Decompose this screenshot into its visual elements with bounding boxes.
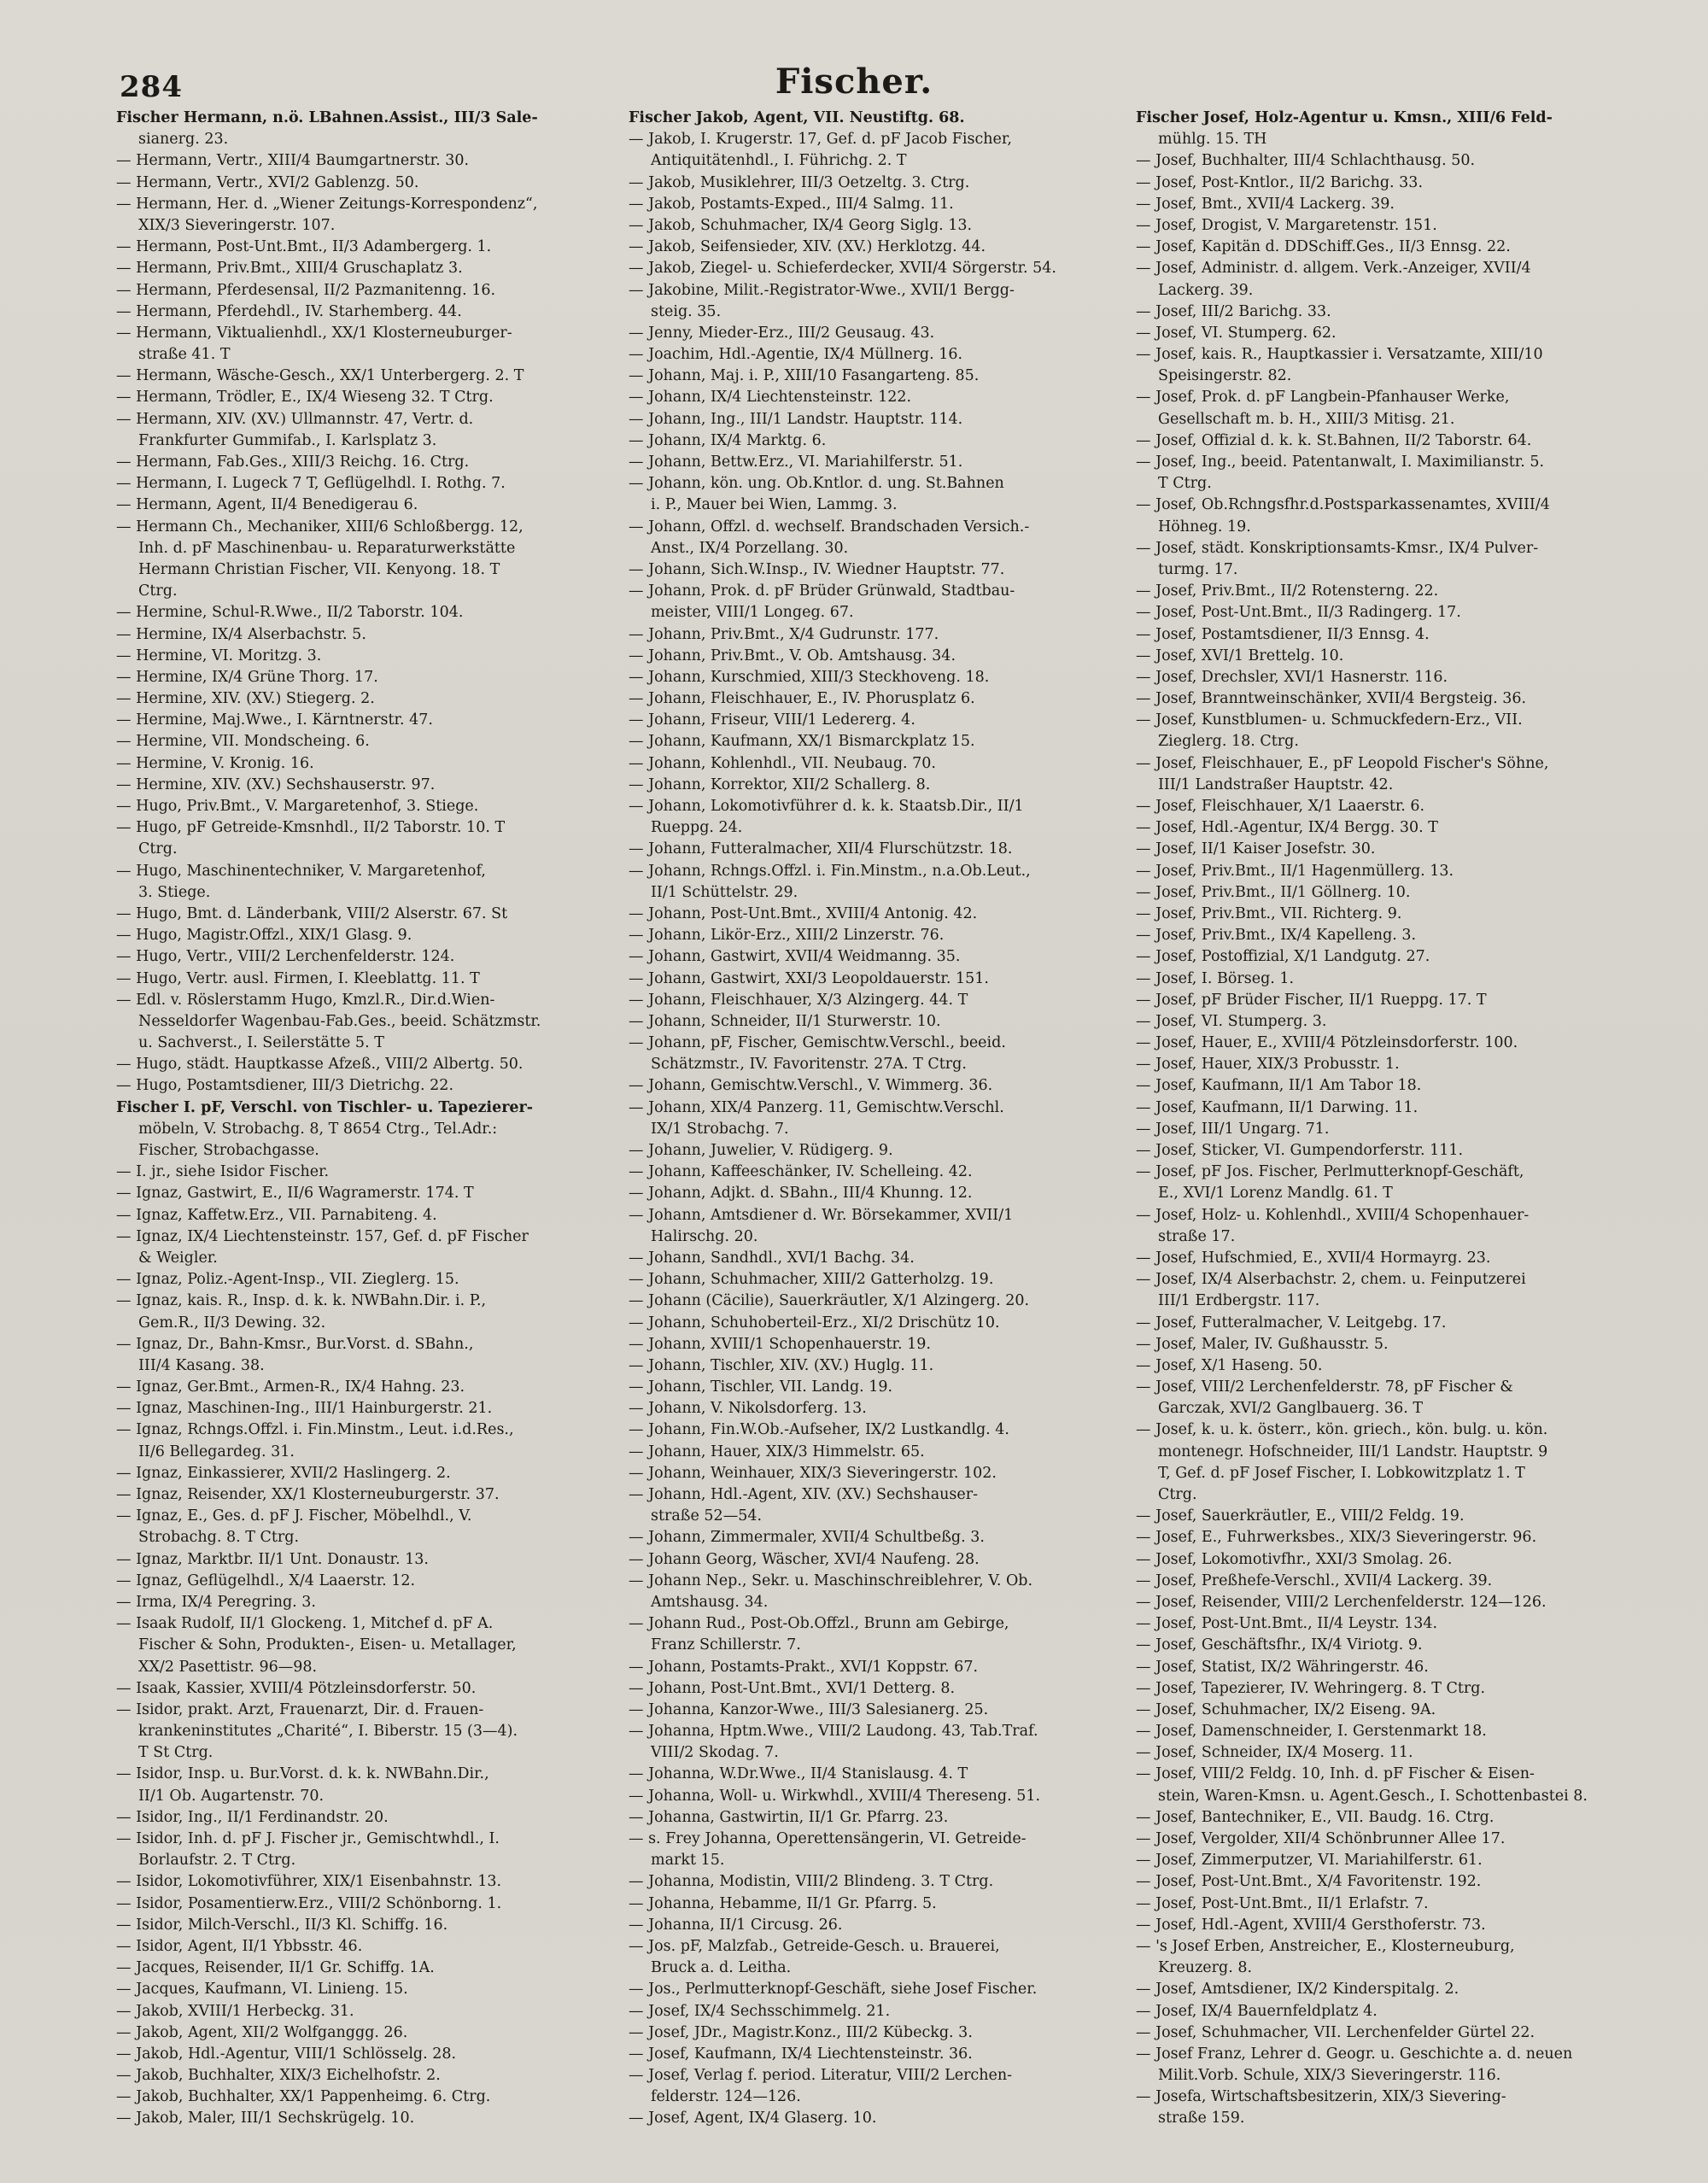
entry-line: Gem.R., II/3 Dewing. 32. bbox=[138, 1314, 326, 1331]
entry-line: i. P., Mauer bei Wien, Lammg. 3. bbox=[651, 496, 898, 514]
entry-line: — Josef, Hdl.-Agent, XVIII/4 Gersthoferstr. 73. bbox=[1136, 1916, 1486, 1934]
entry-line: — Josef, Verlag f. period. Literatur, VIII/2 Lerchen- bbox=[629, 2067, 1013, 2085]
entry-line: Rueppg. 24. bbox=[651, 819, 743, 837]
entry-line: — Joachim, Hdl.-Agentie, IX/4 Müllnerg. 16. bbox=[629, 346, 963, 364]
entry-line: — Hermine, IX/4 Alserbachstr. 5. bbox=[116, 625, 366, 643]
entry-line: — Josef, Statist, IX/2 Währingerstr. 46. bbox=[1136, 1658, 1429, 1676]
entry-line: — Johann, Lokomotivführer d. k. k. Staatsb.Dir., II/1 bbox=[629, 798, 1024, 815]
entry-line: — Johanna, II/1 Circusg. 26. bbox=[629, 1916, 843, 1934]
entry-line: — Johann, Tischler, XIV. (XV.) Huglg. 11. bbox=[629, 1356, 934, 1374]
entry-line: — Ignaz, IX/4 Liechtensteinstr. 157, Gef. d. pF Fischer bbox=[116, 1227, 529, 1245]
entry-line: — Hermine, Schul-R.Wwe., II/2 Taborstr. 104. bbox=[116, 604, 464, 622]
entry-line: — Johann Nep., Sekr. u. Maschinschreiblehrer, V. Ob. bbox=[629, 1571, 1033, 1589]
entry-line: — Jakobine, Milit.-Registrator-Wwe., XVII/1 Bergg- bbox=[629, 281, 1015, 299]
entry-line: Speisingerstr. 82. bbox=[1158, 367, 1292, 385]
entry-line: — Josef, Kapitän d. DDSchiff.Ges., II/3 Ennsg. 22. bbox=[1136, 238, 1511, 256]
entry-line: — Ignaz, Geflügelhdl., X/4 Laaerstr. 12. bbox=[116, 1571, 416, 1589]
entry-line: — Jakob, Maler, III/1 Sechskrügelg. 10. bbox=[116, 2110, 415, 2127]
entry-line: — Hermann, Vertr., XVI/2 Gablenzg. 50. bbox=[116, 173, 419, 191]
entry-line: meister, VIII/1 Longeg. 67. bbox=[651, 604, 854, 622]
entry-line: — Isidor, Milch-Verschl., II/3 Kl. Schiffg. 16. bbox=[116, 1916, 448, 1934]
entry-line: — Johann, Kohlenhdl., VII. Neubaug. 70. bbox=[629, 754, 936, 772]
entry-line: Borlaufstr. 2. T Ctrg. bbox=[138, 1852, 296, 1870]
entry-line: — Josef, III/1 Ungarg. 71. bbox=[1136, 1120, 1330, 1138]
entry-line: — Jakob, Ziegel- u. Schieferdecker, XVII/4 Sörgerstr. 54. bbox=[629, 260, 1056, 278]
entry-line: Hermann Christian Fischer, VII. Kenyong. 18. T bbox=[138, 560, 500, 578]
entry-line: — Hermann, Wäsche-Gesch., XX/1 Unterbergerg. 2. T bbox=[116, 367, 524, 385]
entry-line: — Isaak Rudolf, II/1 Glockeng. 1, Mitchef d. pF A. bbox=[116, 1615, 494, 1633]
entry-line: — Johann, Gemischtw.Verschl., V. Wimmerg. 36. bbox=[629, 1077, 993, 1095]
entry-line: — Johann, Postamts-Prakt., XVI/1 Koppstr. 67. bbox=[629, 1658, 979, 1676]
entry-line: Inh. d. pF Maschinenbau- u. Reparaturwerkstätte bbox=[138, 539, 516, 557]
entry-line: — Josef, k. u. k. österr., kön. griech., kön. bulg. u. kön. bbox=[1136, 1421, 1548, 1439]
entry-line: — Johann, Korrektor, XII/2 Schallerg. 8. bbox=[629, 775, 931, 793]
entry-line: Frankfurter Gummifab., I. Karlsplatz 3. bbox=[138, 431, 437, 449]
entry-line: — I. jr., siehe Isidor Fischer. bbox=[116, 1163, 330, 1181]
entry-line: — Josef, Holz- u. Kohlenhdl., XVIII/4 Schopenhauer- bbox=[1136, 1206, 1530, 1224]
entry-line: — Josef, Post-Unt.Bmt., II/4 Leystr. 134. bbox=[1136, 1615, 1438, 1633]
entry-line: — Johann, Kaffeeschänker, IV. Schelleing. 42. bbox=[629, 1163, 973, 1181]
entry-line: — Ignaz, Einkassierer, XVII/2 Haslingerg. 2. bbox=[116, 1464, 451, 1482]
entry-line: — Josef, pF Jos. Fischer, Perlmutterknopf-Geschäft, bbox=[1136, 1163, 1524, 1181]
entry-line: — Josef, Priv.Bmt., II/1 Hagenmüllerg. 13. bbox=[1136, 862, 1454, 880]
entry-line: — Jakob, Buchhalter, XX/1 Pappenheimg. 6. Ctrg. bbox=[116, 2088, 491, 2106]
entry-line: — Josef, Priv.Bmt., IX/4 Kapelleng. 3. bbox=[1136, 927, 1417, 945]
entry-line: straße 159. bbox=[1158, 2110, 1245, 2127]
entry-line: Fischer Josef, Holz-Agentur u. Kmsn., XIII/6 Feld- bbox=[1136, 109, 1553, 126]
entry-line: Gesellschaft m. b. H., XIII/3 Mitisg. 21. bbox=[1158, 410, 1455, 428]
entry-line: — Ignaz, Rchngs.Offzl. i. Fin.Minstm., Leut. i.d.Res., bbox=[116, 1421, 514, 1439]
entry-line: — Johann, Futteralmacher, XII/4 Flurschützstr. 18. bbox=[629, 840, 1013, 858]
entry-line: — Hermann, Trödler, E., IX/4 Wieseng 32. T Ctrg. bbox=[116, 389, 494, 407]
entry-line: — Josef, Futteralmacher, V. Leitgebg. 17. bbox=[1136, 1314, 1447, 1331]
entry-line: — Hugo, städt. Hauptkasse Afzeß., VIII/2 Albertg. 50. bbox=[116, 1056, 524, 1074]
entry-line: — Josef, VIII/2 Lerchenfelderstr. 78, pF Fischer & bbox=[1136, 1378, 1513, 1396]
entry-line: — Josef, Sauerkräutler, E., VIII/2 Feldg. 19. bbox=[1136, 1507, 1465, 1525]
entry-line: — Josef, III/2 Barichg. 33. bbox=[1136, 302, 1331, 320]
entry-line: — Ignaz, Dr., Bahn-Kmsr., Bur.Vorst. d. SBahn., bbox=[116, 1335, 474, 1353]
entry-line: — Josef, Hauer, XIX/3 Probusstr. 1. bbox=[1136, 1056, 1400, 1074]
entry-line: — Johanna, Modistin, VIII/2 Blindeng. 3. T Ctrg. bbox=[629, 1873, 994, 1891]
entry-line: — Jakob, Agent, XII/2 Wolfganggg. 26. bbox=[116, 2023, 408, 2041]
entry-line: — Jos., Perlmutterknopf-Geschäft, siehe Josef Fischer. bbox=[629, 1981, 1038, 1999]
entry-line: — Josef, pF Brüder Fischer, II/1 Rueppg. 17. T bbox=[1136, 991, 1487, 1009]
entry-line: — Johanna, Woll- u. Wirkwhdl., XVIII/4 Thereseng. 51. bbox=[629, 1787, 1041, 1805]
entry-line: Lackerg. 39. bbox=[1158, 281, 1254, 299]
entry-line: — Hermann, Post-Unt.Bmt., II/3 Adambergerg. 1. bbox=[116, 238, 492, 256]
entry-line: — Jakob, Buchhalter, XIX/3 Eichelhofstr. 2. bbox=[116, 2067, 441, 2085]
entry-line: — Josef, II/1 Kaiser Josefstr. 30. bbox=[1136, 840, 1376, 858]
entry-line: — Josef, Reisender, VIII/2 Lerchenfelderstr. 124—126. bbox=[1136, 1593, 1547, 1611]
entry-line: — Josef, Administr. d. allgem. Verk.-Anzeiger, XVII/4 bbox=[1136, 260, 1531, 278]
entry-line: — Johann, Zimmermaler, XVII/4 Schultbeßg. 3. bbox=[629, 1529, 985, 1547]
entry-line: 3. Stiege. bbox=[138, 883, 211, 901]
entry-line: — Jakob, Musiklehrer, III/3 Oetzeltg. 3. Ctrg. bbox=[629, 173, 970, 191]
entry-line: Strobachg. 8. T Ctrg. bbox=[138, 1529, 300, 1547]
entry-line: — Isidor, Ing., II/1 Ferdinandstr. 20. bbox=[116, 1808, 389, 1826]
column-left bbox=[116, 108, 615, 2140]
entry-line: — Johann, Ing., III/1 Landstr. Hauptstr. 114. bbox=[629, 410, 963, 428]
entry-line: — Johanna, Hebamme, II/1 Gr. Pfarrg. 5. bbox=[629, 1894, 937, 1912]
entry-line: — Jakob, I. Krugerstr. 17, Gef. d. pF Jacob Fischer, bbox=[629, 131, 1012, 149]
entry-line: — Hermann Ch., Mechaniker, XIII/6 Schloßbergg. 12, bbox=[116, 518, 524, 536]
entry-line: XX/2 Pasettistr. 96—98. bbox=[138, 1658, 318, 1676]
page-title: Fischer. bbox=[775, 61, 933, 102]
entry-line: — Josef, Offizial d. k. k. St.Bahnen, II/2 Taborstr. 64. bbox=[1136, 431, 1532, 449]
entry-line: — Ignaz, Marktbr. II/1 Unt. Donaustr. 13. bbox=[116, 1550, 429, 1568]
entry-line: — Josef, Postoffizial, X/1 Landgutg. 27. bbox=[1136, 948, 1430, 966]
entry-line: — Josef, Agent, IX/4 Glaserg. 10. bbox=[629, 2110, 877, 2127]
entry-line: — Josef, Prok. d. pF Langbein-Pfanhauser Werke, bbox=[1136, 389, 1510, 407]
entry-line: Antiquitätenhdl., I. Führichg. 2. T bbox=[651, 152, 907, 170]
entry-line: — Josef, Post-Unt.Bmt., X/4 Favoritenstr. 192. bbox=[1136, 1873, 1482, 1891]
entry-line: — Josef, Schuhmacher, IX/2 Eiseng. 9A. bbox=[1136, 1700, 1436, 1718]
entry-line: Bruck a. d. Leitha. bbox=[651, 1959, 792, 1977]
entry-line: — Hermine, XIV. (XV.) Stiegerg. 2. bbox=[116, 690, 375, 708]
entry-line: — s. Frey Johanna, Operettensängerin, VI. Getreide- bbox=[629, 1830, 1027, 1847]
entry-line: — Jos. pF, Malzfab., Getreide-Gesch. u. Brauerei, bbox=[629, 1937, 1000, 1955]
entry-line: — Johann Rud., Post-Ob.Offzl., Brunn am Gebirge, bbox=[629, 1615, 1009, 1633]
entry-line: — Ignaz, Poliz.-Agent-Insp., VII. Zieglerg. 15. bbox=[116, 1271, 459, 1289]
entry-line: III/1 Erdbergstr. 117. bbox=[1158, 1292, 1320, 1310]
entry-line: — Josef, IX/4 Bauernfeldplatz 4. bbox=[1136, 2002, 1378, 2020]
entry-line: — Josef, Kaufmann, II/1 Am Tabor 18. bbox=[1136, 1077, 1422, 1095]
entry-line: — Jacques, Kaufmann, VI. Linieng. 15. bbox=[116, 1981, 408, 1999]
entry-line: — Hermine, VI. Moritzg. 3. bbox=[116, 647, 322, 664]
entry-line: — Josef, IX/4 Sechsschimmelg. 21. bbox=[629, 2002, 891, 2020]
entry-line: — Johann, IX/4 Marktg. 6. bbox=[629, 431, 827, 449]
entry-line: — Johann, Hdl.-Agent, XIV. (XV.) Sechshauser- bbox=[629, 1486, 979, 1503]
entry-line: — Hermine, XIV. (XV.) Sechshauserstr. 97. bbox=[116, 775, 436, 793]
entry-line: — Ignaz, Maschinen-Ing., III/1 Hainburgerstr. 21. bbox=[116, 1400, 493, 1418]
entry-line: — Josef, E., Fuhrwerksbes., XIX/3 Sieveringerstr. 96. bbox=[1136, 1529, 1537, 1547]
column-right bbox=[1136, 108, 1631, 2140]
entry-line: — Hermann, Priv.Bmt., XIII/4 Gruschaplatz 3. bbox=[116, 260, 463, 278]
entry-line: Schätzmstr., IV. Favoritenstr. 27A. T Ctrg. bbox=[651, 1056, 967, 1074]
entry-line: — Josef, X/1 Haseng. 50. bbox=[1136, 1356, 1323, 1374]
entry-line: — Johann, Rchngs.Offzl. i. Fin.Minstm., n.a.Ob.Leut., bbox=[629, 862, 1031, 880]
entry-line: — Johann, pF, Fischer, Gemischtw.Verschl., beeid. bbox=[629, 1034, 1006, 1052]
entry-line: Fischer Hermann, n.ö. LBahnen.Assist., III/3 Sale- bbox=[116, 109, 538, 126]
entry-line: — Hermine, IX/4 Grüne Thorg. 17. bbox=[116, 668, 378, 686]
entry-line: — Johann, XIX/4 Panzerg. 11, Gemischtw.Verschl. bbox=[629, 1098, 1004, 1116]
entry-line: — Ignaz, Kaffetw.Erz., VII. Parnabiteng. 4. bbox=[116, 1206, 437, 1224]
entry-line: — Johanna, W.Dr.Wwe., II/4 Stanislausg. 4. T bbox=[629, 1765, 968, 1783]
entry-line: — Josef, Sticker, VI. Gumpendorferstr. 111. bbox=[1136, 1142, 1464, 1159]
entry-line: — Josef, Preßhefe-Verschl., XVII/4 Lackerg. 39. bbox=[1136, 1571, 1493, 1589]
entry-line: — Josef, I. Börseg. 1. bbox=[1136, 969, 1295, 987]
entry-line: — Hermann, Fab.Ges., XIII/3 Reichg. 16. Ctrg. bbox=[116, 454, 470, 471]
entry-line: — Johann, Kaufmann, XX/1 Bismarckplatz 15. bbox=[629, 733, 975, 751]
entry-line: — Josef, Fleischhauer, X/1 Laaerstr. 6. bbox=[1136, 798, 1425, 815]
entry-line: — Isidor, Posamentierw.Erz., VIII/2 Schönborng. 1. bbox=[116, 1894, 502, 1912]
entry-line: — Josef, Vergolder, XII/4 Schönbrunner Allee 17. bbox=[1136, 1830, 1506, 1847]
entry-line: — Josef, Buchhalter, III/4 Schlachthausg. 50. bbox=[1136, 152, 1476, 170]
entry-line: — Josef, Bmt., XVII/4 Lackerg. 39. bbox=[1136, 195, 1395, 213]
entry-line: — Jakob, Postamts-Exped., III/4 Salmg. 11. bbox=[629, 195, 954, 213]
entry-line: — Johann, Bettw.Erz., VI. Mariahilferstr. 51. bbox=[629, 454, 963, 471]
entry-line: Halirschg. 20. bbox=[651, 1227, 758, 1245]
entry-line: turmg. 17. bbox=[1158, 560, 1238, 578]
entry-line: — Jakob, Hdl.-Agentur, VIII/1 Schlösselg. 28. bbox=[116, 2045, 457, 2063]
entry-line: II/1 Ob. Augartenstr. 70. bbox=[138, 1787, 325, 1805]
entry-line: — Hermann, Agent, II/4 Benedigerau 6. bbox=[116, 496, 418, 514]
entry-line: II/1 Schüttelstr. 29. bbox=[651, 883, 798, 901]
entry-line: — Hermann, Her. d. „Wiener Zeitungs-Korrespondenz“, bbox=[116, 195, 538, 213]
entry-line: — Ignaz, Gastwirt, E., II/6 Wagramerstr. 174. T bbox=[116, 1185, 474, 1203]
entry-line: III/1 Landstraßer Hauptstr. 42. bbox=[1158, 775, 1394, 793]
entry-line: — Josef, Fleischhauer, E., pF Leopold Fischer's Söhne, bbox=[1136, 754, 1549, 772]
entry-line: — Johann, Priv.Bmt., X/4 Gudrunstr. 177. bbox=[629, 625, 939, 643]
entry-line: straße 52—54. bbox=[651, 1507, 763, 1525]
entry-line: Amtshausg. 34. bbox=[651, 1593, 769, 1611]
entry-line: — Johann Georg, Wäscher, XVI/4 Naufeng. 28. bbox=[629, 1550, 980, 1568]
entry-line: Ctrg. bbox=[138, 582, 178, 600]
entry-line: — Johann (Cäcilie), Sauerkräutler, X/1 Alzingerg. 20. bbox=[629, 1292, 1030, 1310]
entry-line: stein, Waren-Kmsn. u. Agent.Gesch., I. Schottenbastei 8. bbox=[1158, 1787, 1588, 1805]
entry-line: — Hugo, Magistr.Offzl., XIX/1 Glasg. 9. bbox=[116, 927, 412, 945]
entry-line: — Isidor, Agent, II/1 Ybbsstr. 46. bbox=[116, 1937, 363, 1955]
entry-line: montenegr. Hofschneider, III/1 Landstr. Hauptstr. 9 bbox=[1158, 1443, 1548, 1460]
entry-line: — Hugo, Vertr., VIII/2 Lerchenfelderstr. 124. bbox=[116, 948, 455, 966]
entry-line: — Josef, Geschäftsfhr., IX/4 Viriotg. 9. bbox=[1136, 1636, 1423, 1654]
entry-line: — Josef, Zimmerputzer, VI. Mariahilferstr. 61. bbox=[1136, 1852, 1483, 1870]
entry-line: — Josef, Postamtsdiener, II/3 Ennsg. 4. bbox=[1136, 625, 1430, 643]
entry-line: — Jacques, Reisender, II/1 Gr. Schiffg. 1A. bbox=[116, 1959, 435, 1977]
entry-line: — Ignaz, E., Ges. d. pF J. Fischer, Möbelhdl., V. bbox=[116, 1507, 472, 1525]
entry-line: Fischer I. pF, Verschl. von Tischler- u. Tapezierer- bbox=[116, 1098, 534, 1116]
entry-line: VIII/2 Skodag. 7. bbox=[651, 1744, 779, 1762]
entry-line: — Johann, Fleischhauer, E., IV. Phorusplatz 6. bbox=[629, 690, 975, 708]
entry-line: — Josef, Schuhmacher, VII. Lerchenfelder Gürtel 22. bbox=[1136, 2023, 1535, 2041]
entry-line: — Johann, Fleischhauer, X/3 Alzingerg. 44. T bbox=[629, 991, 968, 1009]
entry-line: — Josef, Tapezierer, IV. Wehringerg. 8. T Ctrg. bbox=[1136, 1679, 1486, 1697]
entry-line: — Johann, kön. ung. Ob.Kntlor. d. ung. St.Bahnen bbox=[629, 475, 1004, 493]
entry-line: — Josef, Damenschneider, I. Gerstenmarkt 18. bbox=[1136, 1723, 1487, 1741]
entry-line: — Jakob, XVIII/1 Herbeckg. 31. bbox=[116, 2002, 354, 2020]
entry-line: — Josef, Priv.Bmt., VII. Richterg. 9. bbox=[1136, 904, 1402, 922]
entry-line: — Ignaz, kais. R., Insp. d. k. k. NWBahn.Dir. i. P., bbox=[116, 1292, 487, 1310]
entry-line: — Johann, Offzl. d. wechself. Brandschaden Versich.- bbox=[629, 518, 1030, 536]
entry-line: — Johann, Kurschmied, XIII/3 Steckhoveng. 18. bbox=[629, 668, 990, 686]
entry-line: mühlg. 15. TH bbox=[1158, 131, 1267, 149]
entry-line: — Irma, IX/4 Peregring. 3. bbox=[116, 1593, 316, 1611]
entry-line: Höhneg. 19. bbox=[1158, 518, 1251, 536]
entry-line: — Isidor, prakt. Arzt, Frauenarzt, Dir. d. Frauen- bbox=[116, 1700, 484, 1718]
entry-line: — Johann, Gastwirt, XXI/3 Leopoldauerstr. 151. bbox=[629, 969, 989, 987]
entry-line: — Josef, Post-Unt.Bmt., II/3 Radingerg. 17. bbox=[1136, 604, 1461, 622]
entry-line: — Johann, Maj. i. P., XIII/10 Fasangarteng. 85. bbox=[629, 367, 980, 385]
entry-line: — Jakob, Seifensieder, XIV. (XV.) Herklotzg. 44. bbox=[629, 238, 986, 256]
entry-line: markt 15. bbox=[651, 1852, 725, 1870]
entry-line: — Johann, Schuhoberteil-Erz., XI/2 Drischütz 10. bbox=[629, 1314, 1000, 1331]
entry-line: — Johann, Schuhmacher, XIII/2 Gatterholzg. 19. bbox=[629, 1271, 994, 1289]
entry-line: Garczak, XVI/2 Ganglbauerg. 36. T bbox=[1158, 1400, 1424, 1418]
entry-line: — Josef, Kaufmann, II/1 Darwing. 11. bbox=[1136, 1098, 1418, 1116]
entry-line: — Josef, Post-Unt.Bmt., II/1 Erlafstr. 7. bbox=[1136, 1894, 1429, 1912]
entry-line: — Josef, Kaufmann, IX/4 Liechtensteinstr. 36. bbox=[629, 2045, 973, 2063]
entry-line: — Josef, Post-Kntlor., II/2 Barichg. 33. bbox=[1136, 173, 1424, 191]
entry-line: — Hugo, Priv.Bmt., V. Margaretenhof, 3. Stiege. bbox=[116, 798, 479, 815]
entry-line: — Josef, IX/4 Alserbachstr. 2, chem. u. Feinputzerei bbox=[1136, 1271, 1526, 1289]
entry-line: straße 41. T bbox=[138, 346, 231, 364]
entry-line: E., XVI/1 Lorenz Mandlg. 61. T bbox=[1158, 1185, 1393, 1203]
entry-line: krankeninstitutes „Charité“, I. Biberstr. 15 (3—4). bbox=[138, 1723, 518, 1741]
entry-line: — Hermann, Pferdehdl., IV. Starhemberg. 44. bbox=[116, 302, 462, 320]
entry-line: — Johann, Adjkt. d. SBahn., III/4 Khunng. 12. bbox=[629, 1185, 973, 1203]
entry-line: & Weigler. bbox=[138, 1249, 218, 1267]
entry-line: — Johann, Gastwirt, XVII/4 Weidmanng. 35. bbox=[629, 948, 961, 966]
entry-line: — Josef, Amtsdiener, IX/2 Kinderspitalg. 2. bbox=[1136, 1981, 1459, 1999]
entry-line: — Josef, JDr., Magistr.Konz., III/2 Kübeckg. 3. bbox=[629, 2023, 973, 2041]
entry-line: XIX/3 Sieveringerstr. 107. bbox=[138, 216, 336, 234]
entry-line: Fischer, Strobachgasse. bbox=[138, 1142, 319, 1159]
entry-line: sianerg. 23. bbox=[138, 131, 229, 149]
entry-line: — Josef, Schneider, IX/4 Moserg. 11. bbox=[1136, 1744, 1413, 1762]
entry-line: — Johann, XVIII/1 Schopenhauerstr. 19. bbox=[629, 1335, 931, 1353]
entry-line: — Johann, V. Nikolsdorferg. 13. bbox=[629, 1400, 867, 1418]
entry-line: — Johann, Post-Unt.Bmt., XVI/1 Detterg. 8. bbox=[629, 1679, 956, 1697]
entry-line: — Josef, Drogist, V. Margaretenstr. 151. bbox=[1136, 216, 1437, 234]
entry-line: — Hugo, Vertr. ausl. Firmen, I. Kleeblattg. 11. T bbox=[116, 969, 480, 987]
entry-line: — Hermine, VII. Mondscheing. 6. bbox=[116, 733, 370, 751]
entry-line: steig. 35. bbox=[651, 302, 722, 320]
entry-line: — Josef, Priv.Bmt., II/1 Göllnerg. 10. bbox=[1136, 883, 1411, 901]
entry-line: — Johann, Tischler, VII. Landg. 19. bbox=[629, 1378, 893, 1396]
entry-line: — Josef, Hdl.-Agentur, IX/4 Bergg. 30. T bbox=[1136, 819, 1438, 837]
entry-line: — Hugo, Postamtsdiener, III/3 Dietrichg. 22. bbox=[116, 1077, 454, 1095]
entry-line: — Josef, VIII/2 Feldg. 10, Inh. d. pF Fischer & Eisen- bbox=[1136, 1765, 1535, 1783]
entry-line: — Hermann, Viktualienhdl., XX/1 Klosterneuburger- bbox=[116, 324, 512, 342]
entry-line: — Johann, Friseur, VIII/1 Ledererg. 4. bbox=[629, 711, 915, 729]
entry-line: — Johann, Schneider, II/1 Sturwerstr. 10. bbox=[629, 1012, 941, 1030]
entry-line: — Josef, kais. R., Hauptkassier i. Versatzamte, XIII/10 bbox=[1136, 346, 1543, 364]
entry-line: Fischer Jakob, Agent, VII. Neustiftg. 68. bbox=[629, 109, 965, 126]
entry-line: — Josef, Ing., beeid. Patentanwalt, I. Maximilianstr. 5. bbox=[1136, 454, 1545, 471]
entry-line: — Josef, Hauer, E., XVIII/4 Pötzleinsdorferstr. 100. bbox=[1136, 1034, 1518, 1052]
entry-line: — Josef, Branntweinschänker, XVII/4 Bergsteig. 36. bbox=[1136, 690, 1527, 708]
entry-line: straße 17. bbox=[1158, 1227, 1236, 1245]
entry-line: — Josef, Kunstblumen- u. Schmuckfedern-Erz., VII. bbox=[1136, 711, 1523, 729]
entry-line: — Hermann, Vertr., XIII/4 Baumgartnerstr. 30. bbox=[116, 152, 470, 170]
entry-line: — Johann, Weinhauer, XIX/3 Sieveringerstr. 102. bbox=[629, 1464, 997, 1482]
entry-line: — Josef, XVI/1 Brettelg. 10. bbox=[1136, 647, 1344, 664]
entry-line: Kreuzerg. 8. bbox=[1158, 1959, 1253, 1977]
entry-line: Zieglerg. 18. Ctrg. bbox=[1158, 733, 1299, 751]
entry-line: — Johanna, Kanzor-Wwe., III/3 Salesianerg. 25. bbox=[629, 1700, 989, 1718]
entry-line: — Hermine, V. Kronig. 16. bbox=[116, 754, 314, 772]
entry-line: — Johann, Priv.Bmt., V. Ob. Amtshausg. 34. bbox=[629, 647, 956, 664]
entry-line: Franz Schillerstr. 7. bbox=[651, 1636, 801, 1654]
entry-line: — 's Josef Erben, Anstreicher, E., Klosterneuburg, bbox=[1136, 1937, 1515, 1955]
entry-line: Fischer & Sohn, Produkten-, Eisen- u. Metallager, bbox=[138, 1636, 517, 1654]
entry-line: III/4 Kasang. 38. bbox=[138, 1356, 265, 1374]
entry-line: — Josefa, Wirtschaftsbesitzerin, XIX/3 Sievering- bbox=[1136, 2088, 1506, 2106]
entry-line: — Edl. v. Röslerstamm Hugo, Kmzl.R., Dir.d.Wien- bbox=[116, 991, 495, 1009]
entry-line: — Johann, Sich.W.Insp., IV. Wiedner Hauptstr. 77. bbox=[629, 560, 1005, 578]
entry-line: — Johann, IX/4 Liechtensteinstr. 122. bbox=[629, 389, 912, 407]
entry-line: — Johann, Prok. d. pF Brüder Grünwald, Stadtbau- bbox=[629, 582, 1015, 600]
entry-line: Nesseldorfer Wagenbau-Fab.Ges., beeid. Schätzmstr. bbox=[138, 1012, 541, 1030]
entry-line: T St Ctrg. bbox=[138, 1744, 214, 1762]
entry-line: II/6 Bellegardeg. 31. bbox=[138, 1443, 295, 1460]
column-middle bbox=[629, 108, 1132, 2140]
entry-line: — Johann, Juwelier, V. Rüdigerg. 9. bbox=[629, 1142, 893, 1159]
entry-line: — Josef, Bantechniker, E., VII. Baudg. 16. Ctrg. bbox=[1136, 1808, 1494, 1826]
entry-line: Anst., IX/4 Porzellang. 30. bbox=[651, 539, 849, 557]
entry-line: — Josef, städt. Konskriptionsamts-Kmsr., IX/4 Pulver- bbox=[1136, 539, 1539, 557]
entry-line: — Josef, Priv.Bmt., II/2 Rotensterng. 22. bbox=[1136, 582, 1439, 600]
entry-line: — Hermann, I. Lugeck 7 T, Geflügelhdl. I. Rothg. 7. bbox=[116, 475, 506, 493]
entry-line: — Johann, Hauer, XIX/3 Himmelstr. 65. bbox=[629, 1443, 925, 1460]
entry-line: möbeln, V. Strobachg. 8, T 8654 Ctrg., Tel.Adr.: bbox=[138, 1120, 498, 1138]
entry-line: — Jenny, Mieder-Erz., III/2 Geusaug. 43. bbox=[629, 324, 935, 342]
entry-line: Milit.Vorb. Schule, XIX/3 Sieveringerstr. 116. bbox=[1158, 2067, 1501, 2085]
entry-line: — Isidor, Insp. u. Bur.Vorst. d. k. k. NWBahn.Dir., bbox=[116, 1765, 489, 1783]
entry-line: — Johanna, Hptm.Wwe., VIII/2 Laudong. 43, Tab.Traf. bbox=[629, 1723, 1038, 1741]
entry-line: u. Sachverst., I. Seilerstätte 5. T bbox=[138, 1034, 384, 1052]
entry-line: felderstr. 124—126. bbox=[651, 2088, 801, 2106]
page-number: 284 bbox=[120, 70, 183, 104]
entry-line: — Hermine, Maj.Wwe., I. Kärntnerstr. 47. bbox=[116, 711, 433, 729]
entry-line: — Ignaz, Ger.Bmt., Armen-R., IX/4 Hahng. 23. bbox=[116, 1378, 465, 1396]
entry-line: Ctrg. bbox=[1158, 1486, 1197, 1503]
entry-line: — Isidor, Inh. d. pF J. Fischer jr., Gemischtwhdl., I. bbox=[116, 1830, 500, 1847]
entry-line: — Johann, Fin.W.Ob.-Aufseher, IX/2 Lustkandlg. 4. bbox=[629, 1421, 1009, 1439]
entry-line: — Jakob, Schuhmacher, IX/4 Georg Siglg. 13. bbox=[629, 216, 973, 234]
entry-line: T Ctrg. bbox=[1158, 475, 1212, 493]
entry-line: — Isaak, Kassier, XVIII/4 Pötzleinsdorferstr. 50. bbox=[116, 1679, 477, 1697]
entry-line: — Johann, Post-Unt.Bmt., XVIII/4 Antonig. 42. bbox=[629, 904, 978, 922]
entry-line: — Josef, Hufschmied, E., XVII/4 Hormayrg. 23. bbox=[1136, 1249, 1491, 1267]
entry-line: — Josef, Maler, IV. Gußhausstr. 5. bbox=[1136, 1335, 1389, 1353]
entry-line: — Hugo, Maschinentechniker, V. Margaretenhof, bbox=[116, 862, 486, 880]
entry-line: — Johanna, Gastwirtin, II/1 Gr. Pfarrg. 23. bbox=[629, 1808, 949, 1826]
entry-line: — Hugo, Bmt. d. Länderbank, VIII/2 Alserstr. 67. St bbox=[116, 904, 508, 922]
entry-line: — Josef Franz, Lehrer d. Geogr. u. Geschichte a. d. neuen bbox=[1136, 2045, 1573, 2063]
entry-line: — Isidor, Lokomotivführer, XIX/1 Eisenbahnstr. 13. bbox=[116, 1873, 502, 1891]
entry-line: — Johann, Likör-Erz., XIII/2 Linzerstr. 76. bbox=[629, 927, 945, 945]
entry-line: — Johann, Sandhdl., XVI/1 Bachg. 34. bbox=[629, 1249, 915, 1267]
entry-line: — Hermann, Pferdesensal, II/2 Pazmanitenng. 16. bbox=[116, 281, 496, 299]
entry-line: — Johann, Amtsdiener d. Wr. Börsekammer, XVII/1 bbox=[629, 1206, 1014, 1224]
entry-line: — Josef, Lokomotivfhr., XXI/3 Smolag. 26. bbox=[1136, 1550, 1453, 1568]
entry-line: — Josef, Ob.Rchngsfhr.d.Postsparkassenamtes, XVIII/4 bbox=[1136, 496, 1550, 514]
entry-line: Ctrg. bbox=[138, 840, 178, 858]
entry-line: — Hermann, XIV. (XV.) Ullmannstr. 47, Vertr. d. bbox=[116, 410, 474, 428]
entry-line: — Hugo, pF Getreide-Kmsnhdl., II/2 Taborstr. 10. T bbox=[116, 819, 506, 837]
entry-line: IX/1 Strobachg. 7. bbox=[651, 1120, 789, 1138]
entry-line: — Josef, VI. Stumperg. 3. bbox=[1136, 1012, 1327, 1030]
entry-line: — Ignaz, Reisender, XX/1 Klosterneuburgerstr. 37. bbox=[116, 1486, 500, 1503]
entry-line: — Josef, VI. Stumperg. 62. bbox=[1136, 324, 1337, 342]
entry-line: — Josef, Drechsler, XVI/1 Hasnerstr. 116. bbox=[1136, 668, 1448, 686]
entry-line: T, Gef. d. pF Josef Fischer, I. Lobkowitzplatz 1. T bbox=[1158, 1464, 1525, 1482]
